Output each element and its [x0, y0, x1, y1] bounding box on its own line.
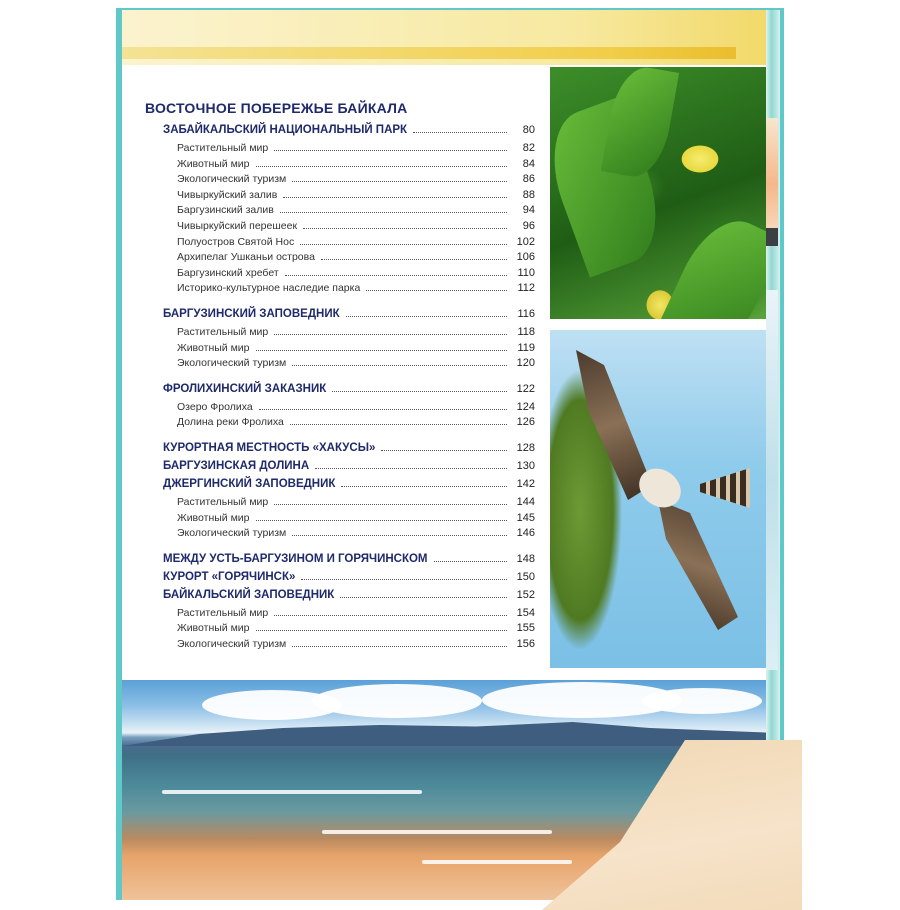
toc-entry-title: ЗАБАЙКАЛЬСКИЙ НАЦИОНАЛЬНЫЙ ПАРК	[163, 124, 408, 136]
toc-leader-dots	[413, 131, 507, 133]
toc-page-number: 110	[517, 266, 535, 279]
toc-section-entry	[145, 589, 535, 607]
toc-entry-title: Экологический туризм	[177, 173, 287, 186]
toc-subentry	[145, 251, 535, 267]
toc-leader-dots	[315, 467, 507, 469]
mountain-ridge	[122, 716, 766, 746]
toc-page-number: 156	[516, 637, 535, 650]
toc-entry-title: Чивыркуйский перешеек	[177, 219, 298, 232]
toc-section-entry	[145, 460, 535, 478]
toc-subentry	[145, 267, 535, 283]
toc-page-number: 86	[522, 173, 535, 186]
toc-page-number: 82	[522, 142, 535, 154]
toc-page-number: 120	[516, 357, 535, 370]
toc-entry-title: Озеро Фролиха	[177, 400, 253, 413]
toc-entry-title: КУРОРТ «ГОРЯЧИНСК»	[163, 570, 296, 583]
toc-entry-title: БАРГУЗИНСКИЙ ЗАПОВЕДНИК	[163, 307, 340, 320]
toc-subentry	[145, 622, 535, 638]
wave	[322, 830, 552, 834]
toc-subentry	[145, 204, 535, 220]
toc-entry-title: Животный мир	[177, 511, 250, 524]
toc-section-entry	[145, 571, 535, 589]
toc-subentry	[145, 638, 535, 654]
toc-section-entry	[145, 308, 535, 326]
toc-leader-dots	[341, 485, 507, 487]
toc-subentry	[145, 189, 535, 205]
toc-leader-dots	[256, 629, 508, 631]
osprey-wing	[658, 500, 738, 630]
toc-subentry	[145, 236, 535, 252]
toc-page-number: 84	[522, 157, 535, 170]
toc-leader-dots	[292, 534, 507, 536]
toc-leader-dots	[292, 645, 507, 647]
toc-page-number: 94	[522, 204, 535, 217]
toc-leader-dots	[280, 211, 507, 213]
toc-entry-title: БАЙКАЛЬСКИЙ ЗАПОВЕДНИК	[163, 588, 335, 601]
toc-subentry	[145, 142, 535, 158]
toc-leader-dots	[292, 364, 507, 366]
toc-entry-title: Животный мир	[177, 622, 250, 635]
toc-subentry	[145, 173, 535, 189]
toc-page-number: 150	[516, 570, 535, 583]
toc-page-number: 80	[522, 124, 535, 136]
toc-page-number: 102	[516, 235, 535, 248]
toc-entry-title: Чивыркуйский залив	[177, 188, 278, 201]
toc-subentry	[145, 326, 535, 342]
toc-entry-title: Долина реки Фролиха	[177, 416, 284, 429]
toc-page-number: 124	[516, 400, 535, 413]
toc-page-number: 154	[516, 606, 535, 619]
toc-leader-dots	[259, 408, 507, 410]
toc-page-number: 146	[516, 527, 535, 540]
toc-subentry	[145, 158, 535, 174]
toc-entry-title: ДЖЕРГИНСКИЙ ЗАПОВЕДНИК	[163, 477, 336, 490]
toc-entry-title: Растительный мир	[177, 606, 269, 619]
toc-subentry	[145, 527, 535, 543]
toc-section-entry	[145, 553, 535, 571]
toc-entry-title: Архипелаг Ушканьи острова	[177, 251, 315, 264]
toc-entry-title: Животный мир	[177, 157, 250, 170]
toc-page-number: 145	[516, 511, 535, 524]
toc-leader-dots	[283, 196, 507, 198]
toc-page-number: 128	[516, 441, 535, 454]
toc-leader-dots	[303, 227, 507, 229]
toc-leader-dots	[434, 560, 507, 562]
toc-section-entry	[145, 124, 535, 142]
orchid-leaf	[601, 67, 679, 181]
toc-leader-dots	[285, 274, 507, 276]
toc-page-number: 112	[517, 282, 535, 295]
toc-leader-dots	[381, 449, 507, 451]
osprey-photo	[550, 330, 766, 668]
toc-spacer	[145, 373, 535, 383]
toc-leader-dots	[256, 165, 508, 167]
toc-section-entry	[145, 383, 535, 401]
toc-section-entry	[145, 478, 535, 496]
toc-entry-title: Растительный мир	[177, 142, 269, 154]
toc-leader-dots	[366, 289, 507, 291]
toc-page-number: 119	[517, 341, 535, 354]
toc-entry-title: Экологический туризм	[177, 357, 287, 370]
toc-entry-title: МЕЖДУ УСТЬ-БАРГУЗИНОМ И ГОРЯЧИНСКОМ	[163, 552, 428, 565]
toc-spacer	[145, 298, 535, 308]
toc-entry-title: Экологический туризм	[177, 527, 287, 540]
toc-page-number: 130	[516, 459, 535, 472]
toc-leader-dots	[274, 503, 507, 505]
toc-subentry	[145, 512, 535, 528]
sandy-shore	[542, 740, 802, 910]
cloud	[312, 684, 482, 718]
orchid-photo	[550, 67, 766, 319]
toc-subentry	[145, 416, 535, 432]
toc-leader-dots	[340, 596, 507, 598]
toc-entry-title: Экологический туризм	[177, 637, 287, 650]
toc-page-number: 148	[516, 552, 535, 565]
toc-page-number: 155	[516, 622, 535, 635]
next-page-sunset-strip	[766, 118, 778, 228]
toc-entry-title: Баргузинский залив	[177, 204, 274, 217]
toc-page-number: 126	[516, 416, 535, 429]
next-page-dark-strip	[766, 228, 778, 246]
toc-entry-title: КУРОРТНАЯ МЕСТНОСТЬ «ХАКУСЫ»	[163, 441, 376, 454]
osprey-tail	[700, 468, 750, 508]
toc-entry-title: Животный мир	[177, 341, 250, 354]
toc-leader-dots	[321, 258, 507, 260]
wave	[422, 860, 572, 864]
toc-entry-title: БАРГУЗИНСКАЯ ДОЛИНА	[163, 459, 310, 472]
toc-subentry	[145, 220, 535, 236]
toc-leader-dots	[346, 315, 507, 317]
toc-subentry	[145, 282, 535, 298]
toc-page-number: 152	[516, 588, 535, 601]
toc-spacer	[145, 543, 535, 553]
toc-page-number: 88	[522, 188, 535, 201]
cloud	[642, 688, 762, 714]
toc-leader-dots	[301, 578, 507, 580]
chapter-title: ВОСТОЧНОЕ ПОБЕРЕЖЬЕ БАЙКАЛА	[145, 100, 408, 116]
toc-page-number: 116	[517, 307, 535, 320]
toc-leader-dots	[292, 180, 507, 182]
toc-leader-dots	[300, 243, 507, 245]
toc-section-entry	[145, 442, 535, 460]
baikal-beach-photo	[122, 680, 766, 900]
toc-leader-dots	[274, 614, 507, 616]
toc-subentry	[145, 342, 535, 358]
toc-subentry	[145, 357, 535, 373]
toc-page-number: 118	[517, 325, 535, 338]
toc-subentry	[145, 401, 535, 417]
toc-entry-title: ФРОЛИХИНСКИЙ ЗАКАЗНИК	[163, 382, 327, 395]
toc-leader-dots	[274, 333, 507, 335]
toc-leader-dots	[256, 519, 508, 521]
toc-entry-title: Полуостров Святой Нос	[177, 235, 295, 248]
toc-page-number: 122	[516, 382, 535, 395]
toc-entry-title: Растительный мир	[177, 325, 269, 338]
toc-page-number: 96	[522, 219, 535, 232]
toc-entry-title: Растительный мир	[177, 495, 269, 508]
toc-entry-title: Баргузинский хребет	[177, 266, 279, 279]
toc-subentry	[145, 607, 535, 623]
toc-subentry	[145, 496, 535, 512]
toc-entry-title: Историко-культурное наследие парка	[177, 282, 361, 295]
table-of-contents	[145, 100, 535, 653]
orchid-leaf	[654, 207, 766, 319]
next-page-sky-strip	[766, 290, 778, 670]
wave	[162, 790, 422, 794]
toc-leader-dots	[290, 423, 507, 425]
toc-page-number: 144	[516, 495, 535, 508]
toc-spacer	[145, 432, 535, 442]
toc-leader-dots	[256, 349, 508, 351]
toc-list	[145, 124, 535, 653]
toc-leader-dots	[274, 149, 507, 151]
toc-page-number: 142	[516, 477, 535, 490]
toc-page-number: 106	[516, 251, 535, 264]
header-stripe	[122, 47, 736, 59]
toc-leader-dots	[332, 390, 507, 392]
